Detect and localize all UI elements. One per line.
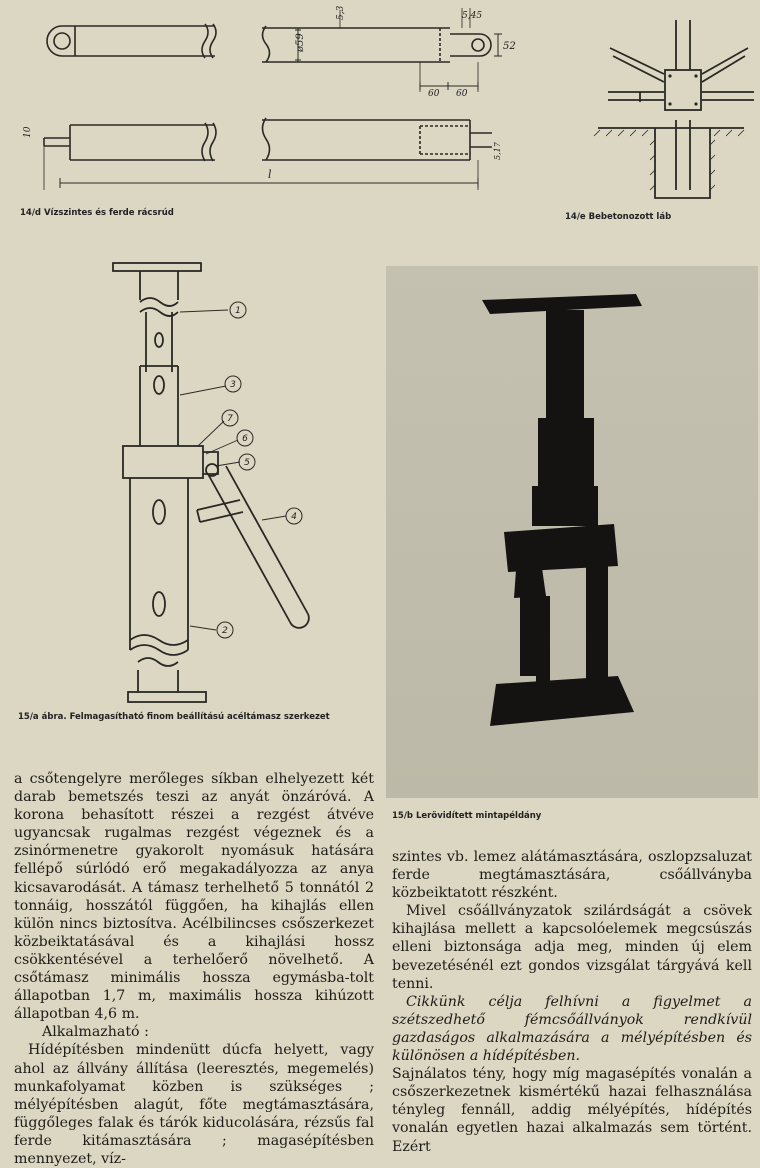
label-2: 2 bbox=[222, 626, 228, 636]
photo-15b bbox=[386, 266, 758, 798]
right-paragraph-2: Mivel csőállványzatok szilárdságát a csövek kihajlása mellett a kapcsolóelemek megcsúszás elleni biztonsága adja meg, minden új elem bevezetésénél ezt gondos vizsgálat tárgyává kell tenni. bbox=[392, 903, 752, 992]
label-6: 6 bbox=[242, 434, 248, 444]
caption-15b: 15/b Lerövidített mintapéldány bbox=[392, 811, 542, 821]
figure-14d-drawing bbox=[0, 0, 520, 200]
label-4: 4 bbox=[291, 512, 297, 522]
left-paragraph-1: a csőtengelyre merőleges síkban elhelyezett két darab bemetszés teszi az anyát önzáróvá. A korona behasított részei a rezgést átvéve ugyancsak rugalmas rezgést végeznek és a zsinórmenetre gyakorolt nyomásuk hatására fellépő súrlódó erő megakadályozza az anya kicsavarodását. A támasz terhelhető 5 tonnától 2 tonnáig, hosszától függően, ha kihajlás ellen külön nincs biztosítva. Acélbilincses csőszerkezet közbeiktatásával és a kihajlási hossz csökkentésével a terhelőerő növelhető. A csőtámasz minimális hossza egymásba-tolt állapotban 1,7 m, maximális hossza kihúzott állapotban 4,6 m. bbox=[14, 771, 374, 1023]
dim-width-a: 60 bbox=[428, 89, 440, 99]
right-paragraph-1: szintes vb. lemez alátámasztására, oszlopzsaluzat ferde megtámasztására, csőállványba közbeiktatott részként. bbox=[392, 849, 752, 902]
left-text-column bbox=[14, 770, 374, 1168]
caption-14e: 14/e Bebetonozott láb bbox=[565, 212, 672, 222]
label-7: 7 bbox=[227, 414, 233, 424]
right-paragraph-3: Cikkünk célja felhívni a figyelmet a szétszedhető fémcsőállványok rendkívül gazdaságos alkalmazására a mélyépítésben és különösen a hídépítésben. bbox=[392, 993, 752, 1065]
caption-15a: 15/a ábra. Felmagasítható finom beállítású acéltámasz szerkezet bbox=[18, 712, 330, 722]
dim-wall: 5,3 bbox=[336, 5, 346, 20]
right-text-column bbox=[392, 848, 752, 1156]
dim-height: 52 bbox=[503, 41, 516, 52]
dim-width-b: 60 bbox=[456, 89, 468, 99]
dim-end: 5,17 bbox=[493, 142, 502, 160]
dim-length: l bbox=[268, 168, 272, 181]
left-paragraph-3: Hídépítésben mindenütt dúcfa helyett, vagy ahol az állvány állítása (leeresztés, megemelés) munkafolyamat közben is szükséges ; mélyépítésben alagút, főte megtámasztására, függőleges falak és tárók kiducolására, rézsűs fal ferde kitámasztására ; magasépítésben mennyezet, víz- bbox=[14, 1042, 374, 1167]
dim-hole: 5,45 bbox=[462, 11, 483, 21]
label-1: 1 bbox=[235, 306, 241, 316]
label-3: 3 bbox=[230, 380, 236, 390]
dim-pin: 10 bbox=[23, 126, 33, 138]
label-5: 5 bbox=[244, 458, 250, 468]
caption-14d: 14/d Vízszintes és ferde rácsrúd bbox=[20, 208, 174, 218]
dim-diameter: ø59 bbox=[295, 33, 306, 52]
right-paragraph-4: Sajnálatos tény, hogy míg magasépítés vonalán a csőszerkezetnek kismértékű hazai felhasználása tényleg fennáll, addig mélyépítés, hídépítés vonalán egyetlen hazai alkalmazás sem történt. Ezért bbox=[392, 1066, 752, 1155]
left-paragraph-2: Alkalmazható : bbox=[42, 1024, 149, 1041]
